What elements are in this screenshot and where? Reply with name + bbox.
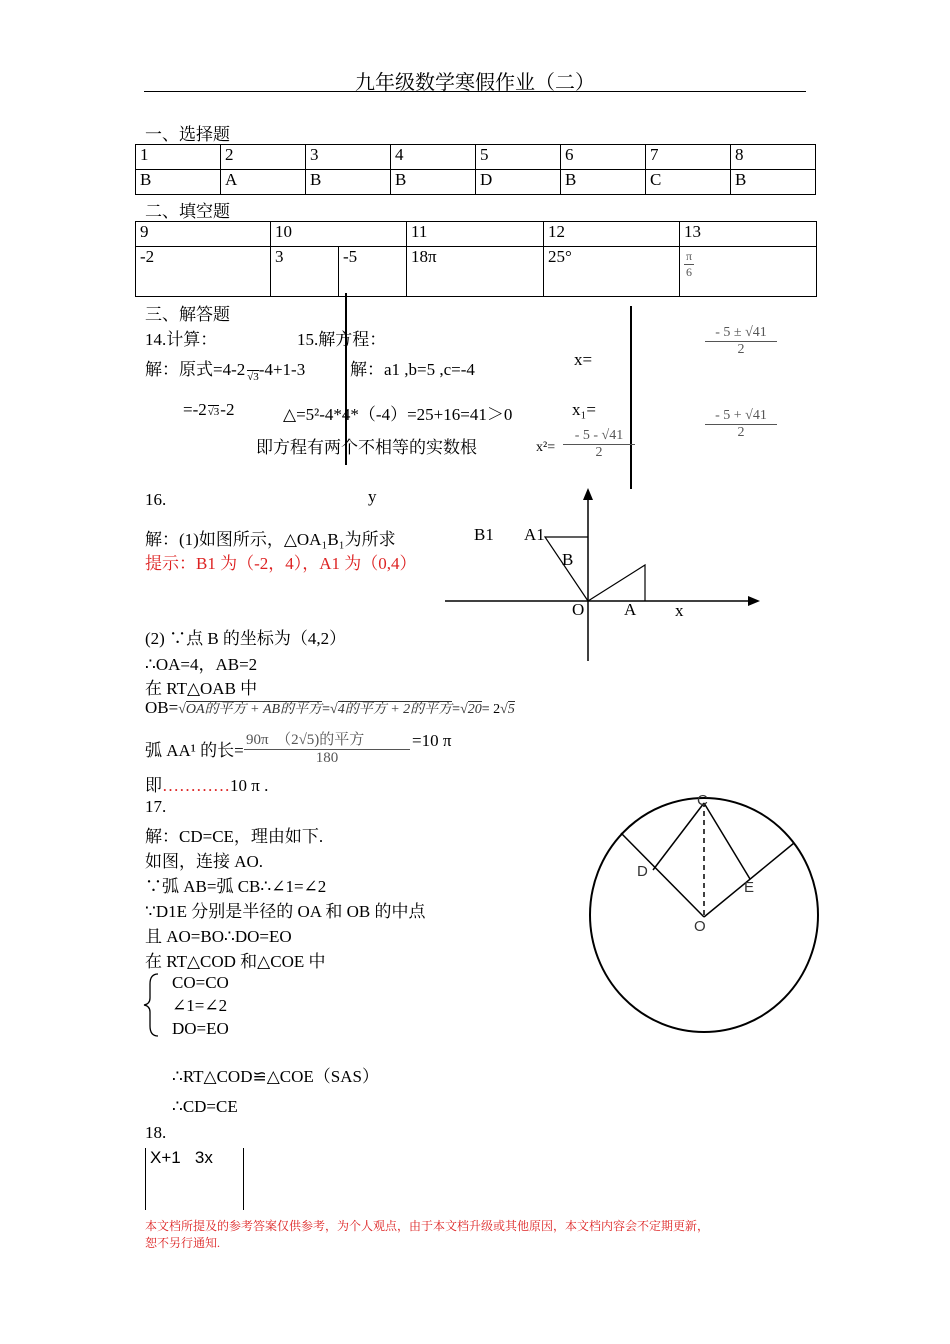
circle-label-o: O bbox=[694, 918, 706, 935]
y-axis-arrow-icon bbox=[583, 488, 593, 500]
table-cell: B bbox=[306, 170, 391, 195]
graph-label-a: A bbox=[624, 600, 637, 619]
table-cell: 4 bbox=[391, 145, 476, 170]
q18-expression: X+1 3x bbox=[150, 1148, 213, 1167]
q16-hint: 提示：B1 为（-2，4），A1 为（0,4） bbox=[145, 554, 417, 573]
footer-line-2: 恕不另行通知. bbox=[145, 1236, 221, 1250]
x2-label: x²= bbox=[536, 440, 556, 455]
x2-fraction: $\frac{- 5 - √41}{2}$ bbox=[563, 428, 635, 461]
graph-label-y: y bbox=[368, 487, 377, 506]
q17-number: 17. bbox=[145, 797, 167, 816]
table-cell: -2 bbox=[136, 247, 271, 297]
q16-therefore: ∴OA=4，AB=2 bbox=[145, 655, 258, 674]
q17-line-7: ∴RT△COD≌△COE（SAS） bbox=[172, 1067, 379, 1086]
q17-line-5: 且 AO=BO∴DO=EO bbox=[145, 927, 292, 946]
table-cell: B bbox=[731, 170, 816, 195]
q17-system-3: DO=EO bbox=[172, 1019, 229, 1038]
graph-label-b: B bbox=[562, 550, 574, 569]
arc-length-result: =10 π bbox=[412, 731, 452, 750]
q18-right-line bbox=[243, 1148, 244, 1210]
footer-line-1: 本文档所提及的参考答案仅供参考，为个人观点，由于本文档升级或其他原因，本文档内容会不定期更新， bbox=[145, 1219, 710, 1233]
x-axis-arrow-icon bbox=[748, 596, 760, 606]
divider-line bbox=[630, 306, 632, 489]
q16-conclusion: 即…………10 π . bbox=[145, 776, 269, 795]
table-cell: 5 bbox=[476, 145, 561, 170]
choice-answers-table bbox=[135, 144, 816, 195]
table-cell: 25° bbox=[544, 247, 680, 297]
table-cell: B bbox=[136, 170, 221, 195]
q17-line-3: ∵弧 AB=弧 CB∴∠1=∠2 bbox=[145, 877, 327, 896]
coordinate-graph bbox=[440, 485, 770, 665]
graph-label-x: x bbox=[675, 601, 684, 620]
left-brace-icon bbox=[142, 972, 162, 1038]
q16-line-1: 解：(1)如图所示，△OA₁B₁为所求 bbox=[145, 530, 396, 549]
q17-line-4: ∵D1E 分别是半径的 OA 和 OB 的中点 bbox=[145, 902, 426, 921]
table-cell: 3 bbox=[306, 145, 391, 170]
q17-line-6: 在 RT△COD 和△COE 中 bbox=[145, 952, 326, 971]
table-cell: 6 bbox=[561, 145, 646, 170]
q16-in-rt: 在 RT△OAB 中 bbox=[145, 679, 258, 698]
circle-label-e: E bbox=[744, 879, 755, 896]
q15-conclusion: 即方程有两个不相等的实数根 bbox=[256, 438, 477, 457]
x1-fraction: $\frac{- 5 + √41}{2}$ bbox=[705, 408, 777, 441]
q15-label: 15.解方程： bbox=[297, 330, 387, 349]
x1-label: x₁= bbox=[572, 400, 597, 419]
table-cell: 1 bbox=[136, 145, 221, 170]
table-cell: 2 bbox=[221, 145, 306, 170]
q14-step-2: =-2√3-2 bbox=[183, 400, 235, 419]
table-cell: D bbox=[476, 170, 561, 195]
table-cell: 13 bbox=[680, 222, 817, 247]
section-2-heading: 二、填空题 bbox=[145, 202, 230, 221]
fill-answers-table bbox=[135, 221, 817, 297]
circle-label-c: C bbox=[697, 792, 708, 809]
section-3-heading: 三、解答题 bbox=[145, 305, 230, 324]
q17-system-2: ∠1=∠2 bbox=[172, 996, 228, 1015]
q14-label: 14.计算： bbox=[145, 330, 218, 349]
table-cell: 12 bbox=[544, 222, 680, 247]
table-cell: -5 bbox=[339, 247, 407, 297]
table-cell: B bbox=[561, 170, 646, 195]
q17-line-8: ∴CD=CE bbox=[172, 1097, 238, 1116]
radius-oa bbox=[621, 833, 704, 917]
q17-line-1: 解：CD=CE，理由如下. bbox=[145, 827, 324, 846]
table-cell: 8 bbox=[731, 145, 816, 170]
circle-diagram bbox=[588, 795, 820, 1035]
q16-number: 16. bbox=[145, 490, 167, 509]
title-underline bbox=[144, 91, 806, 92]
q17-system-1: CO=CO bbox=[172, 973, 229, 992]
table-cell-fraction bbox=[680, 247, 817, 297]
graph-label-o: O bbox=[572, 600, 585, 619]
page-title: 九年级数学寒假作业（二） bbox=[355, 72, 595, 94]
table-cell: 10 bbox=[271, 222, 407, 247]
q15-step-2: △=5²-4*4*（-4）=25+16=41＞0 bbox=[283, 405, 513, 424]
section-1-heading: 一、选择题 bbox=[145, 125, 230, 144]
table-cell: 7 bbox=[646, 145, 731, 170]
arc-length-label: 弧 AA¹ 的长= bbox=[145, 741, 244, 760]
q15-step-1: 解：a1 ,b=5 ,c=-4 bbox=[350, 360, 475, 379]
table-cell: 9 bbox=[136, 222, 271, 247]
table-cell: 3 bbox=[271, 247, 339, 297]
pi-over-6-fraction: $\frac{\pi}{6}$ bbox=[686, 249, 693, 279]
segment-cd bbox=[653, 803, 704, 870]
graph-label-b1: B1 bbox=[474, 525, 494, 544]
circle-label-d: D bbox=[637, 863, 648, 880]
table-cell: B bbox=[391, 170, 476, 195]
q18-number: 18. bbox=[145, 1123, 167, 1142]
table-cell: 18π bbox=[407, 247, 544, 297]
q16-part-2: (2) ∵点 B 的坐标为（4,2） bbox=[145, 629, 347, 648]
table-cell: C bbox=[646, 170, 731, 195]
q17-line-2: 如图，连接 AO. bbox=[145, 852, 264, 871]
q18-left-line bbox=[145, 1148, 146, 1210]
table-cell: A bbox=[221, 170, 306, 195]
arc-length-fraction: 90π （2√5)的平方 180 bbox=[244, 728, 410, 767]
x-label: x= bbox=[574, 350, 593, 369]
table-cell: 11 bbox=[407, 222, 544, 247]
graph-label-a1: A1 bbox=[524, 525, 545, 544]
q14-step-1: 解：原式=4-2 $_{√3}$-4+1-3 bbox=[145, 360, 306, 383]
x-fraction: $\frac{- 5 \pm √41}{2}$ bbox=[705, 325, 777, 358]
triangle-oab bbox=[588, 565, 645, 601]
segment-ce bbox=[704, 803, 750, 879]
ob-equation: OB=√OA的平方 + AB的平方=√4的平方 + 2的平方=√20= 2√5 bbox=[145, 698, 515, 717]
